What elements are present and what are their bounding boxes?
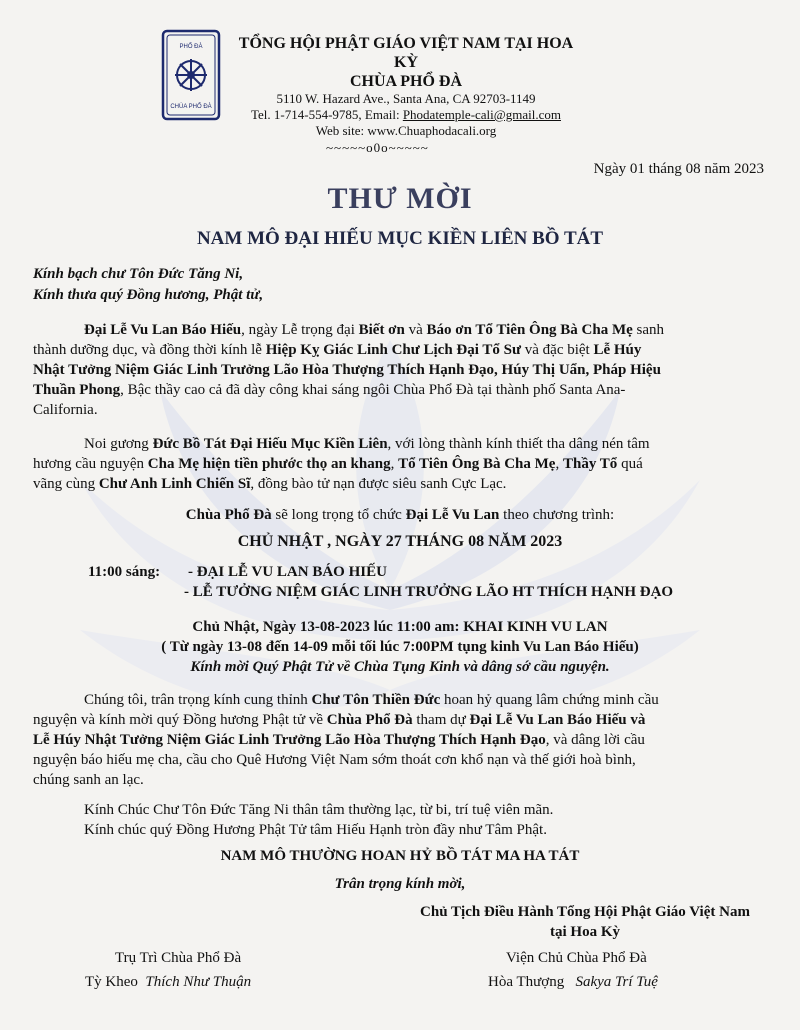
director-title: Viện Chủ Chùa Phổ Đà (506, 950, 647, 966)
svg-text:PHỔ ĐÀ: PHỔ ĐÀ (179, 44, 203, 50)
closing-chant: NAM MÔ THƯỜNG HOAN HỶ BỒ TÁT MA HA TÁT (220, 848, 580, 864)
para2-line1: Noi gương Đức Bồ Tát Đại Hiếu Mục Kiền Liên, với lòng thành kính thiết tha dâng nén tâm (84, 436, 650, 452)
para2-line2: hương cầu nguyện Cha Mẹ hiện tiền phước thọ an khang, Tổ Tiên Ông Bà Cha Mẹ, Thầy Tổ quá (33, 456, 643, 472)
separator: ~~~~~o0o~~~~~ (326, 140, 429, 155)
para2-line3: vãng cùng Chư Anh Linh Chiến Sĩ, đồng bào tử nạn được siêu sanh Cực Lạc. (33, 476, 507, 492)
program-intro: Chùa Phổ Đà sẽ long trọng tổ chức Đại Lễ Vu Lan theo chương trình: (185, 507, 615, 523)
letterhead (226, 34, 586, 139)
temple-name: CHÙA PHỔ ĐÀ (350, 73, 462, 90)
org-name: TỔNG HỘI PHẬT GIÁO VIỆT NAM TẠI HOA KỲ (238, 35, 574, 71)
program-time: 11:00 sáng: (88, 564, 161, 580)
para1-line4: Thuần Phong, Bậc thầy cao cả đã dày công khai sáng ngôi Chùa Phổ Đà tại thành phố Santa Ana- (33, 382, 626, 398)
sutra-opening: Chủ Nhật, Ngày 13-08-2023 lúc 11:00 am: KHAI KINH VU LAN (192, 619, 608, 635)
abbot-signature: Tỳ Kheo Thích Như Thuận (85, 974, 252, 990)
president-signature: Chủ Tịch Điều Hành Tổng Hội Phật Giáo Việt Nam tại Hoa Kỳ (420, 904, 750, 940)
sutra-invitation: Kính mời Quý Phật Tử về Chùa Tụng Kinh và dâng sớ cầu nguyện. (190, 659, 610, 675)
para1-line1: Đại Lễ Vu Lan Báo Hiếu, ngày Lễ trọng đại Biết ơn và Báo ơn Tổ Tiên Ông Bà Cha Mẹ sanh (84, 322, 665, 338)
wish-line-1: Kính Chúc Chư Tôn Đức Tăng Ni thân tâm thường lạc, từ bi, trí tuệ viên mãn. (84, 802, 554, 818)
address: 5110 W. Hazard Ave., Santa Ana, CA 92703-1149 (276, 91, 536, 106)
letter-title: THƯ MỜI (327, 182, 473, 215)
para3-line2: nguyện và kính mời quý Đồng hương Phật tử về Chùa Phổ Đà tham dự Đại Lễ Vu Lan Báo Hiếu và (33, 712, 646, 728)
temple-seal-logo (160, 28, 222, 122)
para3-line4: nguyện báo hiếu mẹ cha, cầu cho Quê Hương Việt Nam sớm thoát cơn khổ nạn và thế giới hoà bình, (33, 752, 636, 768)
wish-line-2: Kính chúc quý Đồng Hương Phật Tử tâm Hiếu Hạnh tròn đầy như Tâm Phật. (84, 822, 547, 838)
greeting-line-1: Kính bạch chư Tôn Đức Tăng Ni, (33, 266, 244, 282)
closing-regards: Trân trọng kính mời, (334, 876, 466, 892)
para3-line3: Lễ Húy Nhật Tưởng Niệm Giác Linh Trưởng Lão Hòa Thượng Thích Hạnh Đạo, và dâng lời cầu (33, 732, 645, 748)
letter-date: Ngày 01 tháng 08 năm 2023 (593, 161, 764, 177)
email-link[interactable]: Phodatemple-cali@gmail.com (402, 107, 561, 122)
abbot-title: Trụ Trì Chùa Phổ Đà (115, 950, 242, 966)
sutra-schedule: ( Từ ngày 13-08 đến 14-09 mỗi tối lúc 7:00PM tụng kinh Vu Lan Báo Hiếu) (161, 639, 639, 655)
para1-line5: California. (33, 402, 98, 418)
para3-line1: Chúng tôi, trân trọng kính cung thỉnh Chư Tôn Thiền Đức hoan hỷ quang lâm chứng minh cầu (84, 692, 659, 708)
svg-text:CHÙA PHỔ ĐÀ: CHÙA PHỔ ĐÀ (170, 104, 212, 110)
contact-line (226, 107, 586, 123)
letter-subtitle: NAM MÔ ĐẠI HIẾU MỤC KIỀN LIÊN BỒ TÁT (196, 228, 604, 249)
director-signature: Hòa Thượng Sakya Trí Tuệ (488, 974, 658, 990)
para1-line2: thành dưỡng dục, và đồng thời kính lễ Hiệp Kỵ Giác Linh Chư Lịch Đại Tổ Sư và đặc biệt Lễ Húy (33, 342, 642, 358)
program-day: CHỦ NHẬT , NGÀY 27 THÁNG 08 NĂM 2023 (237, 533, 563, 550)
phone: Tel. 1-714-554-9785, Email: (251, 107, 403, 122)
program-item-2: - LỄ TƯỞNG NIỆM GIÁC LINH TRƯỞNG LÃO HT THÍCH HẠNH ĐẠO (184, 584, 674, 600)
para3-line5: chúng sanh an lạc. (33, 772, 144, 788)
website[interactable]: Web site: www.Chuaphodacali.org (315, 123, 497, 138)
greeting-line-2: Kính thưa quý Đồng hương, Phật tử, (33, 287, 264, 303)
para1-line3: Nhật Tưởng Niệm Giác Linh Trưởng Lão Hòa Thượng Thích Hạnh Đạo, Húy Thị Uẩn, Pháp Hiệu (33, 362, 661, 378)
program-item-1: - ĐẠI LỄ VU LAN BÁO HIẾU (188, 564, 387, 580)
